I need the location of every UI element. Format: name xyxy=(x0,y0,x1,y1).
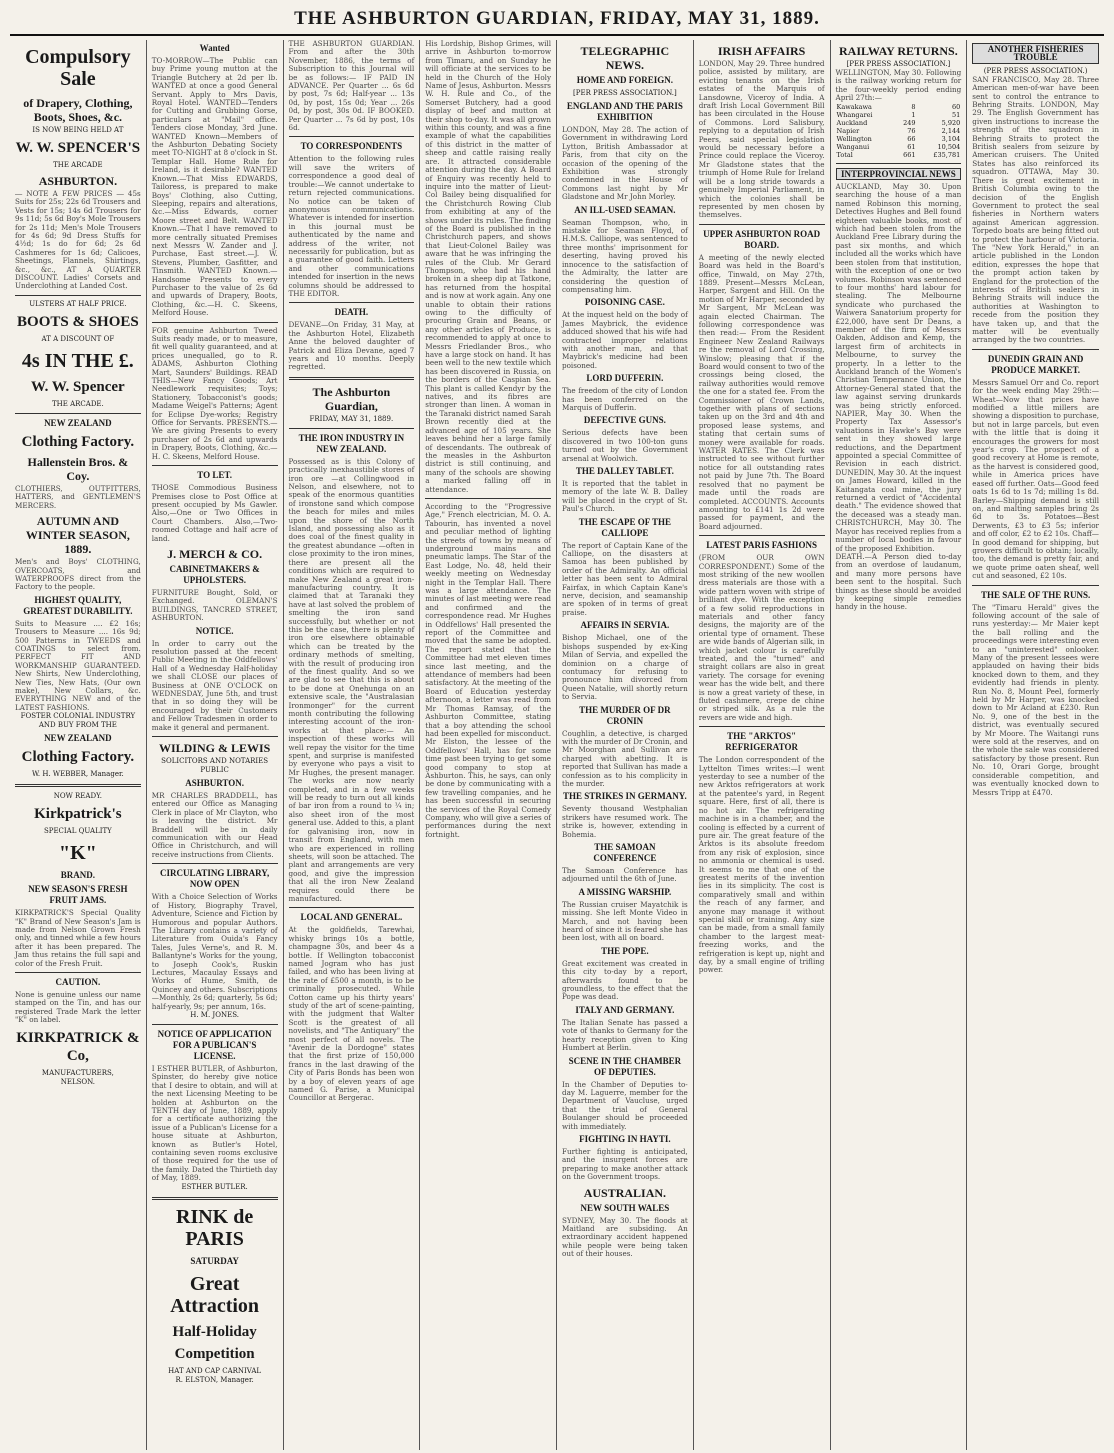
defective-guns: DEFECTIVE GUNS. xyxy=(583,415,666,426)
interprovincial-news: INTERPROVINCIAL NEWS xyxy=(836,168,962,180)
column-8: ANOTHER FISHERIES TROUBLE (PER PRESS ASSOCIATION.) SAN FRANCISCO, May 28. Three American men-of-war have been sent to control the entrance to Behring Straits. LONDON, May 29. The English Government has given instructions to increase the strength of the squadron in Behring Straits to protect the British sealers from seizure by American cruisers. The United States has also reinforced its squadron. OTTAWA, May 30. There is great excitement in British Columbia owing to the decision of the English Government to protect the seal fisheries in Northern waters against American aggression. Torpedo boats are being fitted out to protect the harbour of Victoria. The "New York Herald," in an article published in the London edition, expresses the hope that the prompt action taken by England for the protection of the interests of British sealers in Behring Straits will induce the authorities at Washington to recede from the position they have taken up, and that the matter will be eventually arranged by the two countries. DUNEDIN GRAIN AND PRODUCE MARKET. Messrs Samuel Orr and Co. report for the week ending May 29th:— Wheat—Now that prices have modified a little millers are showing a disposition to purchase, but not in large parcels, but even with the little that is doing it encourages the growers for most year's crop. The prospect of a good recovery at Home is remote, as the harvest is considered good, while in America prices have eased off further. Oats—Good feed oats 1s 6d to 1s 7d; milling 1s 8d. Barley—Shipping demand is still on, and malting samples bring 2s 6d to 3s. Potatoes—Best Derwents, £3 to £3 5s; inferior and off color, £2 to £2 10s. Chaff—In good demand for shipping, but growers difficult to obtain; locally, too, the demand is pretty fair, and we quote prime oaten sheaf, well cut and seasoned, £2 10s. THE SALE OF THE RUNS. The "Timaru Herald" gives the following account of the sale of runs yesterday:— Mr Maier kept the ball rolling and the proceedings were interesting even to an "uninterested" onlooker. Many of the present lessees were applauded on having their bids knocked down to them, and they evidently had friends in plenty. Run No. 8, Mount Peel, formerly held by Mr Harper, was knocked down to Mr Acland at £230. Run No. 9, one of the best in the district, was eventually secured by Mr Moore. The Waitangi runs were sold at the reserves, and on the whole the sale was considered satisfactory by those present. Run No. 10, Orari Gorge, brought considerable competition, and was eventually knocked down to Messrs Tripp at £470. xyxy=(972,44,1099,797)
affairs-servia: AFFAIRS IN SERVIA. xyxy=(580,620,670,631)
ad-store: W. W. SPENCER'S xyxy=(15,140,141,156)
strikes-germany: THE STRIKES IN GERMANY. xyxy=(563,791,687,802)
railway-cell: 249 xyxy=(903,118,916,127)
kirkpatrick: Kirkpatrick's xyxy=(34,806,122,823)
clothing-heading: Clothing Factory. xyxy=(21,433,135,450)
spencer-name: W. W. Spencer xyxy=(31,378,125,395)
upper-ashburton: UPPER ASHBURTON ROAD BOARD. xyxy=(703,228,821,250)
hat-cap-carnival: HAT AND CAP CARNIVAL xyxy=(168,1366,262,1375)
ashburton-town: ASHBURTON. xyxy=(185,778,245,789)
railway-cell: 66 xyxy=(907,134,916,143)
railway-cell: 5,920 xyxy=(941,118,961,127)
rink-de-paris: RINK de PARIS xyxy=(176,1205,254,1250)
fighting-hayti: FIGHTING IN HAYTI. xyxy=(579,1133,671,1144)
rink-manager: R. ELSTON, Manager. xyxy=(175,1375,254,1384)
railway-row xyxy=(836,135,962,143)
chamber-deputies: SCENE IN THE CHAMBER OF DEPUTIES. xyxy=(568,1055,682,1077)
railway-cell: 10,504 xyxy=(937,142,961,151)
ad-town: ASHBURTON. xyxy=(38,174,118,188)
railway-row xyxy=(836,103,962,111)
railway-cell: Whangarei xyxy=(836,110,873,119)
railway-cell: 61 xyxy=(907,142,916,151)
column-3: THE ASHBURTON GUARDIAN. From and after the 30th November, 1886, the terms of Subscription to this Journal will be as follows:— IF PAID IN ADVANCE. Per Quarter ... 6s 6d by post, 7s 6d; Half-year ... 13s 0d, by post, 15s 0d; Year ... 26s 0d, by post, 30s 0d. IF BOOKED. Per Quarter ... 7s 6d by post, 10s 6d. TO CORRESPONDENTS Attention to the following rules will save the writers of correspondence a good deal of trouble:—We cannot undertake to return rejected communications. No notice can be taken of anonymous communications. Whatever is intended for insertion in this journal must be authenticated by the name and address of the writer, not necessarily for publication, but as a guarantee of good faith. Letters and other communications intended for insertion in the news columns should be addressed to THE EDITOR. DEATH. DEVANE—On Friday, 31 May, at the Ashburton Hotel, Elizabeth Anne the beloved daughter of Patrick and Eliza Devane, aged 7 years and 10 months. Deeply regretted. The Ashburton Guardian, FRIDAY, MAY 31, 1889. THE IRON INDUSTRY IN NEW ZEALAND. Possessed as is this Colony of practically inexhaustible stores of iron ore —at Collingwood in Nelson, and elsewhere, not to speak of the enormous quantities of ironstone sand which compose the beach for miles and miles upon the shore of the North Island, and possessing also as it does coal of the finest quality in the greatest abundance —often in close proximity to the iron mines, there are present all the conditions which are required to make New Zealand a great iron-manufacturing country. It is claimed that at Taranaki they have at last solved the problem of smelting the iron sand successfully, but whether or not this be the case, there is plenty of iron ore elsewhere obtainable which can be treated by the ordinary methods of smelting, with the result of producing iron of the finest quality. And so we are glad to see that this is about to be done at Onehunga on an extensive scale, the "Australasian Ironmonger" for the current month contributing the following interesting account of the iron-works at that place:— An inspection of these works will well repay the visitor for the time spent, and surprise is manifested by everyone who pays a visit to Mr Hughes, the present manager. The works are now nearly completed, and in a few weeks will be ready to turn out all kinds of bar iron from a round to ¼ in; also sheet iron of the most general use. Added to this, a plant for galvanising iron, now in transit from England, with men who are experienced in rolling sheets, will soon be attached. The plant and arrangements are very good, and give the impression that all the iron New Zealand requires could there be manufactured. LOCAL AND GENERAL. At the goldfields, Tarewhai, whisky brings 10s a bottle, champagne 30s, and beer 4s a bottle. If Wellington tobacconist named Jogram who has just failed, and who has been living at the rate of £500 a month, is to be criminally prosecuted. While Cotton came up his thirty years' study of the art of scene-painting, with the judgment that Walter Scott is the greatest of all novelists, and "The Antiquary" the most perfect of all novels. The "Avenir de la Dordogne" states that the first prize of 150,000 francs in the last drawing of the City of Paris Bonds has been won by a boy of eleven years of age named G. Parise, a Municipal Councillor at Bergerac. xyxy=(284,40,421,1450)
fisheries-trouble: ANOTHER FISHERIES TROUBLE xyxy=(972,43,1099,64)
notice-heading: NOTICE. xyxy=(195,625,234,636)
licence-notice: NOTICE OF APPLICATION FOR A PUBLICAN'S LICENSE. xyxy=(157,1028,272,1061)
railway-cell: Kawakawa xyxy=(836,102,872,111)
latest-paris-fashions: LATEST PARIS FASHIONS xyxy=(706,540,818,551)
lord-dufferin: LORD DUFFERIN. xyxy=(586,373,664,384)
railway-row xyxy=(836,111,962,119)
k-brand: "K" xyxy=(58,842,97,865)
railway-cell: 1 xyxy=(911,110,916,119)
wilding-lewis: WILDING & LEWIS xyxy=(158,741,271,756)
quality: HIGHEST QUALITY, GREATEST DURABILITY. xyxy=(23,594,133,616)
railway-cell: 51 xyxy=(951,110,961,119)
railway-cell: 76 xyxy=(907,126,916,135)
to-let: TO LET. xyxy=(197,470,232,481)
columns xyxy=(10,40,1104,1450)
nz-heading-2: NEW ZEALAND xyxy=(44,733,112,744)
esther-butler: ESTHER BUTLER. xyxy=(181,1182,248,1191)
irish-affairs: IRISH AFFAIRS xyxy=(717,44,806,58)
solicitors: SOLICITORS AND NOTARIES PUBLIC xyxy=(161,757,269,775)
boots-price: 4s IN THE £. xyxy=(21,349,134,372)
manager: W. H. WEBBER, Manager. xyxy=(31,770,124,779)
the-pope: THE POPE. xyxy=(601,945,649,956)
sale-of-runs: THE SALE OF THE RUNS. xyxy=(980,589,1091,600)
manufacturers: MANUFACTURERS, xyxy=(41,1068,114,1077)
boots-sub: AT A DISCOUNT OF xyxy=(41,334,115,343)
paper-date: FRIDAY, MAY 31, 1889. xyxy=(309,414,394,423)
railway-cell: 661 xyxy=(903,150,916,159)
telegraphic-news: TELEGRAPHIC NEWS. xyxy=(580,44,670,72)
escape-calliope: THE ESCAPE OF THE CALLIOPE xyxy=(578,516,672,538)
railway-row xyxy=(836,143,962,151)
hallenstein: Hallenstein Bros. & Coy. xyxy=(27,454,129,483)
railway-cell: £35,781 xyxy=(933,150,961,159)
dalley-tablet: THE DALLEY TABLET. xyxy=(575,466,674,476)
clothing-heading-2: Clothing Factory. xyxy=(21,749,135,766)
kirk-co: KIRKPATRICK & Co, xyxy=(16,1029,140,1064)
samoan-conference: THE SAMOAN CONFERENCE xyxy=(593,842,657,863)
railway-cell: Total xyxy=(836,150,853,159)
column-4: His Lordship, Bishop Grimes, will arrive in Ashburton to-morrow from Timaru, and on Sunday he will officiate at the services to be held in the Church of the Holy Name of Jesus, Ashburton. Messrs W. H. Rule and Co., of the Somerset Butchery, had a good display of beef and mutton at their shop to-day. It was all grown within this county, and was a fine example of what the capabilities of this district in the matter of sheep and cattle raising really are. It attracted considerable attention during the day. A Board of Enquiry was recently held to inquire into the matter of Lieut-Col Bailey being disqualified for the Christchurch Rowing Club from exhibiting at any of the shows under its rules. The finding of the Board is published in the Christchurch papers, and shows that Lieut-Colonel Bailey was aware that he was infringing the rules of the Club. Mr Gerard Thompson, who had his hand broken in a sheep dip at Tatkone, has returned from the hospital and is now at work again. Any one unable to obtain their rations owing to the difficulty of procuring Grain and Beans, or any other articles of Produce, is recommended to apply at once to Messrs Friedlander Bros., who have a large stock on hand. It has been well to the new textile which has been discovered in Russia, on the borders of the Caspian Sea. This plant is called Kendyr by the natives, and its fibres are stronger than linen. A woman in the Taranaki district named Sarah Brown recently died at the advanced age of 105 years. She leaves behind her a large family of descendants. The outbreak of the measles in the Ashburton district is still continuing, and many of the schools are showing a marked falling off in attendance. According to the "Progressive Age," French electrician, M. O. A. Tabourin, has invented a novel and peculiar method of lighting the streets of towns by means of underground mains and pneumatic lamps. The Star of the East Lodge, No. 48, held their weekly meeting on Wednesday night in the Templar Hall. There was a large attendance. The minutes of last meeting were read and confirmed and the correspondence read. Mr Hughes in Oddfellows' Hall presented the report of the Committee and moved that the same be adopted. The report stated that the Committee had met eleven times since last meeting, and the attendance of members had been satisfactory. At the meeting of the Board of Education yesterday afternoon, a letter was read from Mr Thomas Ramsay, of the Ashburton Committee, stating that a boy attending the school had been expelled for misconduct. Mr Elston, the lessee of the Oddfellows' Hall, has for some time past been trying to get some good company to stop at Ashburton. This, he says, can only be done by communicating with a few travelling companies, and he has been successful in securing the services of the Royal Comedy Company, who will give a series of performances during the next fortnight. xyxy=(420,40,557,1450)
dunedin-grain: DUNEDIN GRAIN AND PRODUCE MARKET. xyxy=(987,353,1084,375)
nz-heading: NEW ZEALAND xyxy=(44,417,112,428)
missing-warship: A MISSING WARSHIP. xyxy=(578,886,672,897)
column-7: RAILWAY RETURNS. [PER PRESS ASSOCIATION.] WELLINGTON, May 30. Following is the railway working return for the four-weekly period ending April 27th:— Kawakawa 8 60 Whangarei 1 51 Auckland 249 5,920 Napier 76 2,144 Wellington 66 3,104 Wanganui 61 10,504 Total 661 £35,781 INTERPROVINCIAL NEWS AUCKLAND, May 30. Upon searching the house of a man named Robinson this morning, Detectives Hughes and Bell found eighteen valuable books, most of which had been stolen from the Auckland Free Library during the past six months, and which included all the works which have been stolen from that institution, with the exception of one or two volumes. Robinson was sentenced to four months' hard labour for stealing. The Melbourne syndicate who purchased the Waiwera Sanatorium property for £22,000, have sent Dr Deans, a member of the firm of Messrs Oakden, Addison and Kemp, the largest firm of architects in Melbourne, to survey the property. In a letter to the Auckland branch of the Women's Christian Temperance Union, the Attorney-General stated that the law against serving drunkards was being strictly enforced. NAPIER, May 30. When the Property Tax Assessor's valuations in Hawke's Bay were sent in they showed large reductions, and the Department appointed a special Committee of Revision in each district. DUNEDIN, May 30. At the inquest on James Howard, killed in the Kaitangata coal mine, the jury returned a verdict of "Accidental death." The evidence showed that the deceased was a steady man. CHRISTCHURCH, May 30. The Mayor has received replies from a number of local bodies in favour of the proposed Exhibition. DEATH.—A Person died to-day from an overdose of laudanum, and many more persons have been sent to the hospital. Such things as these should be avoided by keeping simple remedies handy in the house. xyxy=(831,40,968,1450)
column-1: Compulsory Sale of Drapery, Clothing, Boots, Shoes, &c. IS NOW BEING HELD AT W. W. SPENCER'S THE ARCADE ASHBURTON. ― NOTE A FEW PRICES ― 45s Suits for 25s; 22s 6d Trousers and Vests for 15s; 14s 6d Trousers for 9s 11d; 5s 6d Boy's Mole Trousers for 2s 11d; Men's Mole Trousers for 4s 6d; 9d Dress Stuffs for 4½d; 1s do for 6d; 2s 6d Cashmeres for 1s 6d; Calicoes, Sheetings, Flannels, Shirtings, &c., &c., AT A QUARTER DISCOUNT. Ladies' Corsets and Underclothing at Landed Cost. ULSTERS AT HALF PRICE. BOOTS & SHOES AT A DISCOUNT OF 4s IN THE £. W. W. Spencer THE ARCADE. NEW ZEALAND Clothing Factory. Hallenstein Bros. & Coy. CLOTHIERS, OUTFITTERS, HATTERS, and GENTLEMEN'S MERCERS. AUTUMN AND WINTER SEASON, 1889. Men's and Boys' CLOTHING, OVERCOATS, and WATERPROOFS direct from the Factory to the people. HIGHEST QUALITY, GREATEST DURABILITY. Suits to Measure .... £2 16s; Trousers to Measure .... 16s 9d; 500 Patterns in TWEEDS and COATINGS to select from. PERFECT FIT AND WORKMANSHIP GUARANTEED. New Shirts, New Underclothing, New Ties, New Hats, (Our own make), New Collars, &c. EVERYTHING NEW and of the LATEST FASHIONS. FOSTER COLONIAL INDUSTRY AND BUY FROM THE NEW ZEALAND Clothing Factory. W. H. WEBBER, Manager. NOW READY. Kirkpatrick's SPECIAL QUALITY "K" BRAND. NEW SEASON'S FRESH FRUIT JAMS. KIRKPATRICK'S Special Quality "K" Brand of New Season's Jam is made from Nelson Grown Fresh only, and tinned while a few hours after it has been prepared. The Jam thus retains the full sapi and color of the Fresh Fruit. CAUTION. None is genuine unless our name stamped on the Tin, and has our registered Trade Mark the letter "K" on label. KIRKPATRICK & Co, MANUFACTURERS, NELSON. xyxy=(10,40,147,1450)
wanted-heading: Wanted xyxy=(199,43,230,53)
jones: H. M. JONES. xyxy=(190,1010,239,1019)
caution: CAUTION. xyxy=(55,977,101,988)
merch: J. MERCH & CO. xyxy=(167,546,263,561)
ill-used-seaman: AN ILL-USED SEAMAN. xyxy=(574,204,676,215)
railway-returns: RAILWAY RETURNS. xyxy=(839,44,958,58)
murder-cronin: THE MURDER OF DR CRONIN xyxy=(579,704,671,726)
half-holiday: Half-Holiday xyxy=(172,1323,257,1340)
column-2: Wanted TO-MORROW—The Public can buy Prime young mutton at the Triangle Butchery at 2d per lb. WANTED at once a good General Servant. Apply to Mrs Davis, Royal Hotel. WANTED—Tenders for Cutting and Grubbing Gorse, particulars at "Mail" office. Tenders close Monday, 3rd June. WANTED Known—Members of the Ashburton Debating Society meet TO-NIGHT at 8 o'clock in St. Templar Hall. Home Rule for Ireland, is it desirable? WANTED Known.—That Miss EDWARDS, Tailoress, is prepared to make Boys' Clothing, also Cutting, Sleeping, repairs and alterations, &c.—Miss Edwards, corner Moore street and Belt. WANTED Known.—That I have removed to more centrally situated Premises next Messrs W. Zander and J. Purchase, East street.—J. W. Stevens, Plumber, Gasfitter, and Tinsmith. WANTED Known.—Handsome Presents to every Purchaser to the value of 2s 6d and upwards of Drapery, Boots, Clothing, &c.—H. C. Skeens, Melford House. FOR genuine Ashburton Tweed Suits ready made, or to measure, fit well quality guaranteed, and at prices unequalled, go to R. ADAMS, Ashburton Clothing Mart, Saunders' Buildings. READ THIS—New Fancy Goods; Art Needlework requisites; Toys; Stationery, Tobacconist's goods; Madame Weigel's Patterns; Agent for Eclipse Dye-works; Registry Office for Servants. PRESENTS.—We are giving Presents to every purchaser of 2s 6d and upwards in Drapery, Boots, Clothing, &c.—H. C. Skeens, Melford House. TO LET. THOSE Commodious Business Premises close to Post Office at present occupied by Ms Gawler. Also,—One or Two Offices in Court Chambers. Also,—Two-roomed Cottage and half acre of land. J. MERCH & CO. CABINETMAKERS & UPHOLSTERS. FURNITURE Bought, Sold, or Exchanged. OLEMAN'S BUILDINGS, TANCRED STREET, ASHBURTON. NOTICE. In order to carry out the resolution passed at the recent Public Meeting in the Oddfellows' Hall of a Wednesday Half-holiday we shall CLOSE our places of Business at ONE O'CLOCK on WEDNESDAY, June 5th, and trust that in so doing they will be encouraged by their Customers and Fellow Tradesmen in order to make it general and permanent. WILDING & LEWIS SOLICITORS AND NOTARIES PUBLIC ASHBURTON. MR CHARLES BRADDELL, has entered our Office as Managing Clerk in place of Mr Clayton, who is leaving the district. Mr Braddell will be in daily communication with our Head Office in Christchurch, and will receive instructions from Clients. CIRCULATING LIBRARY, NOW OPEN With a Choice Selection of Works of History, Biography Travel, Adventure, Science and Fiction by Humorous and popular Authors. The Library contains a variety of Literature from Ouida's Fancy Tales, Jules Verne's, and R. M. Ballantyne's Works for the young, to Joseph Cook's, Ruskin Lectures, Macaulay Essays and Works of Hume, Smith, de Quincey and others. Subscriptions—Monthly, 2s 6d; quarterly, 5s 6d; half-yearly, 9s; per annum, 16s. H. M. JONES. NOTICE OF APPLICATION FOR A PUBLICAN'S LICENSE. I ESTHER BUTLER, of Ashburton, Spinster, do hereby give notice that I desire to obtain, and will at the next Licensing Meeting to be holden at Ashburton on the TENTH day of June, 1889, apply for a certificate authorizing the issue of a Publican's License for a house situate at Ashburton, known as Butler's Hotel, containing seven rooms exclusive of those required for the use of the family. Dated the Thirtieth day of May, 1889. ESTHER BUTLER. RINK de PARIS SATURDAY Great Attraction Half-Holiday Competition HAT AND CAP CARNIVAL R. ELSTON, Manager. xyxy=(147,40,284,1450)
ad-sub: of Drapery, Clothing, Boots, Shoes, &c. xyxy=(23,96,133,124)
autumn: AUTUMN AND WINTER SEASON, 1889. xyxy=(25,514,130,557)
masthead: THE ASHBURTON GUARDIAN, FRIDAY, MAY 31, 1889. xyxy=(10,8,1104,36)
special-quality: SPECIAL QUALITY xyxy=(43,827,112,836)
ad-line: IS NOW BEING HELD AT xyxy=(32,126,124,134)
ad-body: ― NOTE A FEW PRICES ― 45s Suits for 25s; 22s 6d Trousers and Vests for 15s; 14s 6d Trousers for 9s 11d; 5s 6d Boy's Mole Trousers for 2s 11d; Men's Mole Trousers for 4s 6d; 9d Dress Stuffs for 4½d; 1s do for 6d; 2s 6d Cashmeres for 1s 6d; Calicoes, Sheetings, Flannels, Shirtings, &c., &c., AT A QUARTER DISCOUNT. Ladies' Corsets and Underclothing at Landed Cost. xyxy=(15,189,141,291)
railway-cell: 60 xyxy=(951,102,961,111)
iron-industry: THE IRON INDUSTRY IN NEW ZEALAND. xyxy=(298,432,405,454)
railway-cell: 8 xyxy=(911,102,916,111)
boots-title: BOOTS & SHOES xyxy=(17,313,139,330)
australian: AUSTRALIAN. xyxy=(583,1185,667,1200)
local-general: LOCAL AND GENERAL. xyxy=(300,912,403,923)
railway-cell: Wanganui xyxy=(836,142,870,151)
home-foreign: HOME AND FOREIGN. xyxy=(576,75,673,85)
saturday: SATURDAY xyxy=(190,1255,239,1266)
nelson: NELSON. xyxy=(60,1077,96,1086)
railway-table xyxy=(836,103,962,159)
death-heading: DEATH. xyxy=(334,307,369,318)
ad-title: Compulsory Sale xyxy=(25,46,131,90)
great-attraction: Great Attraction xyxy=(170,1272,260,1317)
column-6: IRISH AFFAIRS LONDON, May 29. Three hundred police, assisted by military, are evicting tenants on the Irish estates of the Marquis of Lansdowne, Viceroy of India. A draft Irish Local Government Bill has been circulated in the House of Commons. Lord Salisbury, replying to a deputation of Irish Peers, said special legislation would be necessary before a Prince could replace the Viceroy. Mr Gladstone states that the triumph of Home Rule for Ireland will be a long stride towards a genuinely Imperial Parliament, in which the colonies shall be represented by men chosen by themselves. UPPER ASHBURTON ROAD BOARD. A meeting of the newly elected Board was held in the Board's office, Tinwald, on May 27th, 1889. Present—Messrs McLean, Harper, Sargent and Hill. On the motion of Mr Harper, seconded by Mr Sargent, Mr McLean was again elected Chairman. The following correspondence was then read:— From the Resident Engineer New Zealand Railways re the removal of Lord Crossing, Winslow; pleasing that if the Board would consent to two of the crossings being closed, the railway authorities would remove the one for a stated fee. From the Commissioner of Crown Lands, together with plans of sections taken up on the 3rd and 4th and proposed lease systems, and stating that certain sums of money were available for roads. WATER RATES. The Clerk was instructed to see without further notice for all outstanding rates not paid by June 7th. The Board resolved that no payment be made until the roads are completed. ACCOUNTS. Accounts amounting to £141 1s 2d were passed for payment, and the Board adjourned. LATEST PARIS FASHIONS (FROM OUR OWN CORRESPONDENT.) Some of the most striking of the new woollen dress materials are those with a wide pattern woven with stripe of brilliant dye. With the exception of a few solid reproductions in materials and other fancy designs, the majority are of the oriental type of ornament. These are wide bands of Algerian silk, in which jacket colour is carefully treated, and the "turned" and straight collars are also in great variety. The corsage for evening wear has the wide belt, and there is now a great variety of these, in fluted cashmere, crepe de chine or striped silk. As a rule the revers are wide and high. THE "ARKTOS" REFRIGERATOR The London correspondent of the Lyttelton Times writes:—I went yesterday to see a number of the new Arktos refrigerators at work at the patentee's yard, in Regent square. Here, first of all, there is no hot air. The refrigerating machine is in a chamber, and the cooling is effected by a current of pure air. The great feature of the Arktos is its absolute freedom from any risk of explosion, since no ammonia or chemical is used. It seems to me that one of the greatest merits of the invention lies in its simplicity. The cost is comparatively small and within the reach of any farmer, and anyone may manage it without special skill or training. Any size can be made, from a small family chamber to the largest meat-freezing works, and the refrigeration is kept up, night and day, by a small engine of trifling power. xyxy=(694,40,831,1450)
railway-row xyxy=(836,127,962,135)
railway-cell: 2,144 xyxy=(941,126,961,135)
railway-row xyxy=(836,119,962,127)
brand: BRAND. xyxy=(60,870,95,881)
railway-cell: Auckland xyxy=(836,118,868,127)
ad-arcade: THE ARCADE xyxy=(53,161,103,169)
press-assoc: [PER PRESS ASSOCIATION.] xyxy=(573,89,677,97)
now-ready: NOW READY. xyxy=(53,792,103,801)
italy-germany: ITALY AND GERMANY. xyxy=(575,1004,675,1015)
fresh-fruit: NEW SEASON'S FRESH FRUIT JAMS. xyxy=(28,884,128,906)
poisoning-case: POISONING CASE. xyxy=(584,297,665,308)
railway-cell: 3,104 xyxy=(941,134,961,143)
paper-title: The Ashburton Guardian, xyxy=(312,384,391,413)
correspondents: TO CORRESPONDENTS xyxy=(300,141,403,152)
column-5: TELEGRAPHIC NEWS. HOME AND FOREIGN. [PER PRESS ASSOCIATION.] ENGLAND AND THE PARIS EXHIBITION LONDON, May 28. The action of Government in withdrawing Lord Lytton, British Ambassador at Paris, from that city on the occasion of the opening of the Exhibition was strongly condemned in the House of Commons last night by Mr Gladstone and Mr John Morley. AN ILL-USED SEAMAN. Seaman Thompson, who, in mistake for Seaman Floyd, of H.M.S. Calliope, was sentenced to three months' imprisonment for deserting, having proved his innocence to the satisfaction of the Admiralty, the latter are considering the question of compensating him. POISONING CASE. At the inquest held on the body of James Maybrick, the evidence adduced showed that his wife had contracted improper relations with another man, and that Maybrick's medicine had been poisoned. LORD DUFFERIN. The freedom of the city of London has been conferred on the Marquis of Dufferin. DEFECTIVE GUNS. Serious defects have been discovered in two 100-ton guns turned out by the Government arsenal at Woolwich. THE DALLEY TABLET. It is reported that the tablet in memory of the late W. B. Dalley will be placed in the crypt of St. Paul's Church. THE ESCAPE OF THE CALLIOPE The report of Captain Kane of the Calliope, on the disasters at Samoa has been published by order of the Admiralty. An official letter has been sent to Admiral Fairfax, in which Captain Kane's nerve, decision, and seamanship are spoken of in terms of great praise. AFFAIRS IN SERVIA. Bishop Michael, one of the bishops suspended by ex-King Milan of Servia, and expelled the dominion on a charge of contumacy for refusing to pronounce him divorced from Queen Natalie, will shortly return to Servia. THE MURDER OF DR CRONIN Coughlin, a detective, is charged with the murder of Dr Cronin, and Mr Moorghan and Sullivan are charged with abetting. It is reported that Sullivan has made a confession as to his complicity in the murder. THE STRIKES IN GERMANY. Seventy thousand Westphalian strikers have resumed work. The strike is, however, extending in Bohemia. THE SAMOAN CONFERENCE The Samoan Conference has adjourned until the 6th of June. A MISSING WARSHIP. The Russian cruiser Mayatchik is missing. She left Monte Video in March, and not having been heard of since it is feared she has been lost, with all on board. THE POPE. Great excitement was created in this city to-day by a report, afterwards found to be groundless, to the effect that the Pope was dead. ITALY AND GERMANY. The Italian Senate has passed a vote of thanks to Germany for the hearty reception given to King Humbert at Berlin. SCENE IN THE CHAMBER OF DEPUTIES. In the Chamber of Deputies to-day M. Laguerre, member for the Department of Vaucluse, urged that the trial of General Boulanger should be proceeded with immediately. FIGHTING IN HAYTI. Further fighting is anticipated, and the insurgent forces are preparing to make another attack on the Government troops. AUSTRALIAN. NEW SOUTH WALES SYDNEY, May 30. The floods at Maitland are subsiding. An extraordinary accident happened while people were being taken out of their houses. xyxy=(557,40,694,1450)
railway-cell: Napier xyxy=(836,126,860,135)
england-paris: ENGLAND AND THE PARIS EXHIBITION xyxy=(566,101,683,122)
library: CIRCULATING LIBRARY, NOW OPEN xyxy=(160,868,270,890)
nsw: NEW SOUTH WALES xyxy=(580,1202,670,1213)
railway-row xyxy=(836,151,962,159)
railway-cell: Wellington xyxy=(836,134,872,143)
spencer-arcade: THE ARCADE. xyxy=(51,399,104,408)
arktos-refrigerator: THE "ARKTOS" REFRIGERATOR xyxy=(725,731,798,753)
competition: Competition xyxy=(174,1345,255,1362)
cabinet: CABINETMAKERS & UPHOLSTERS. xyxy=(169,563,260,585)
